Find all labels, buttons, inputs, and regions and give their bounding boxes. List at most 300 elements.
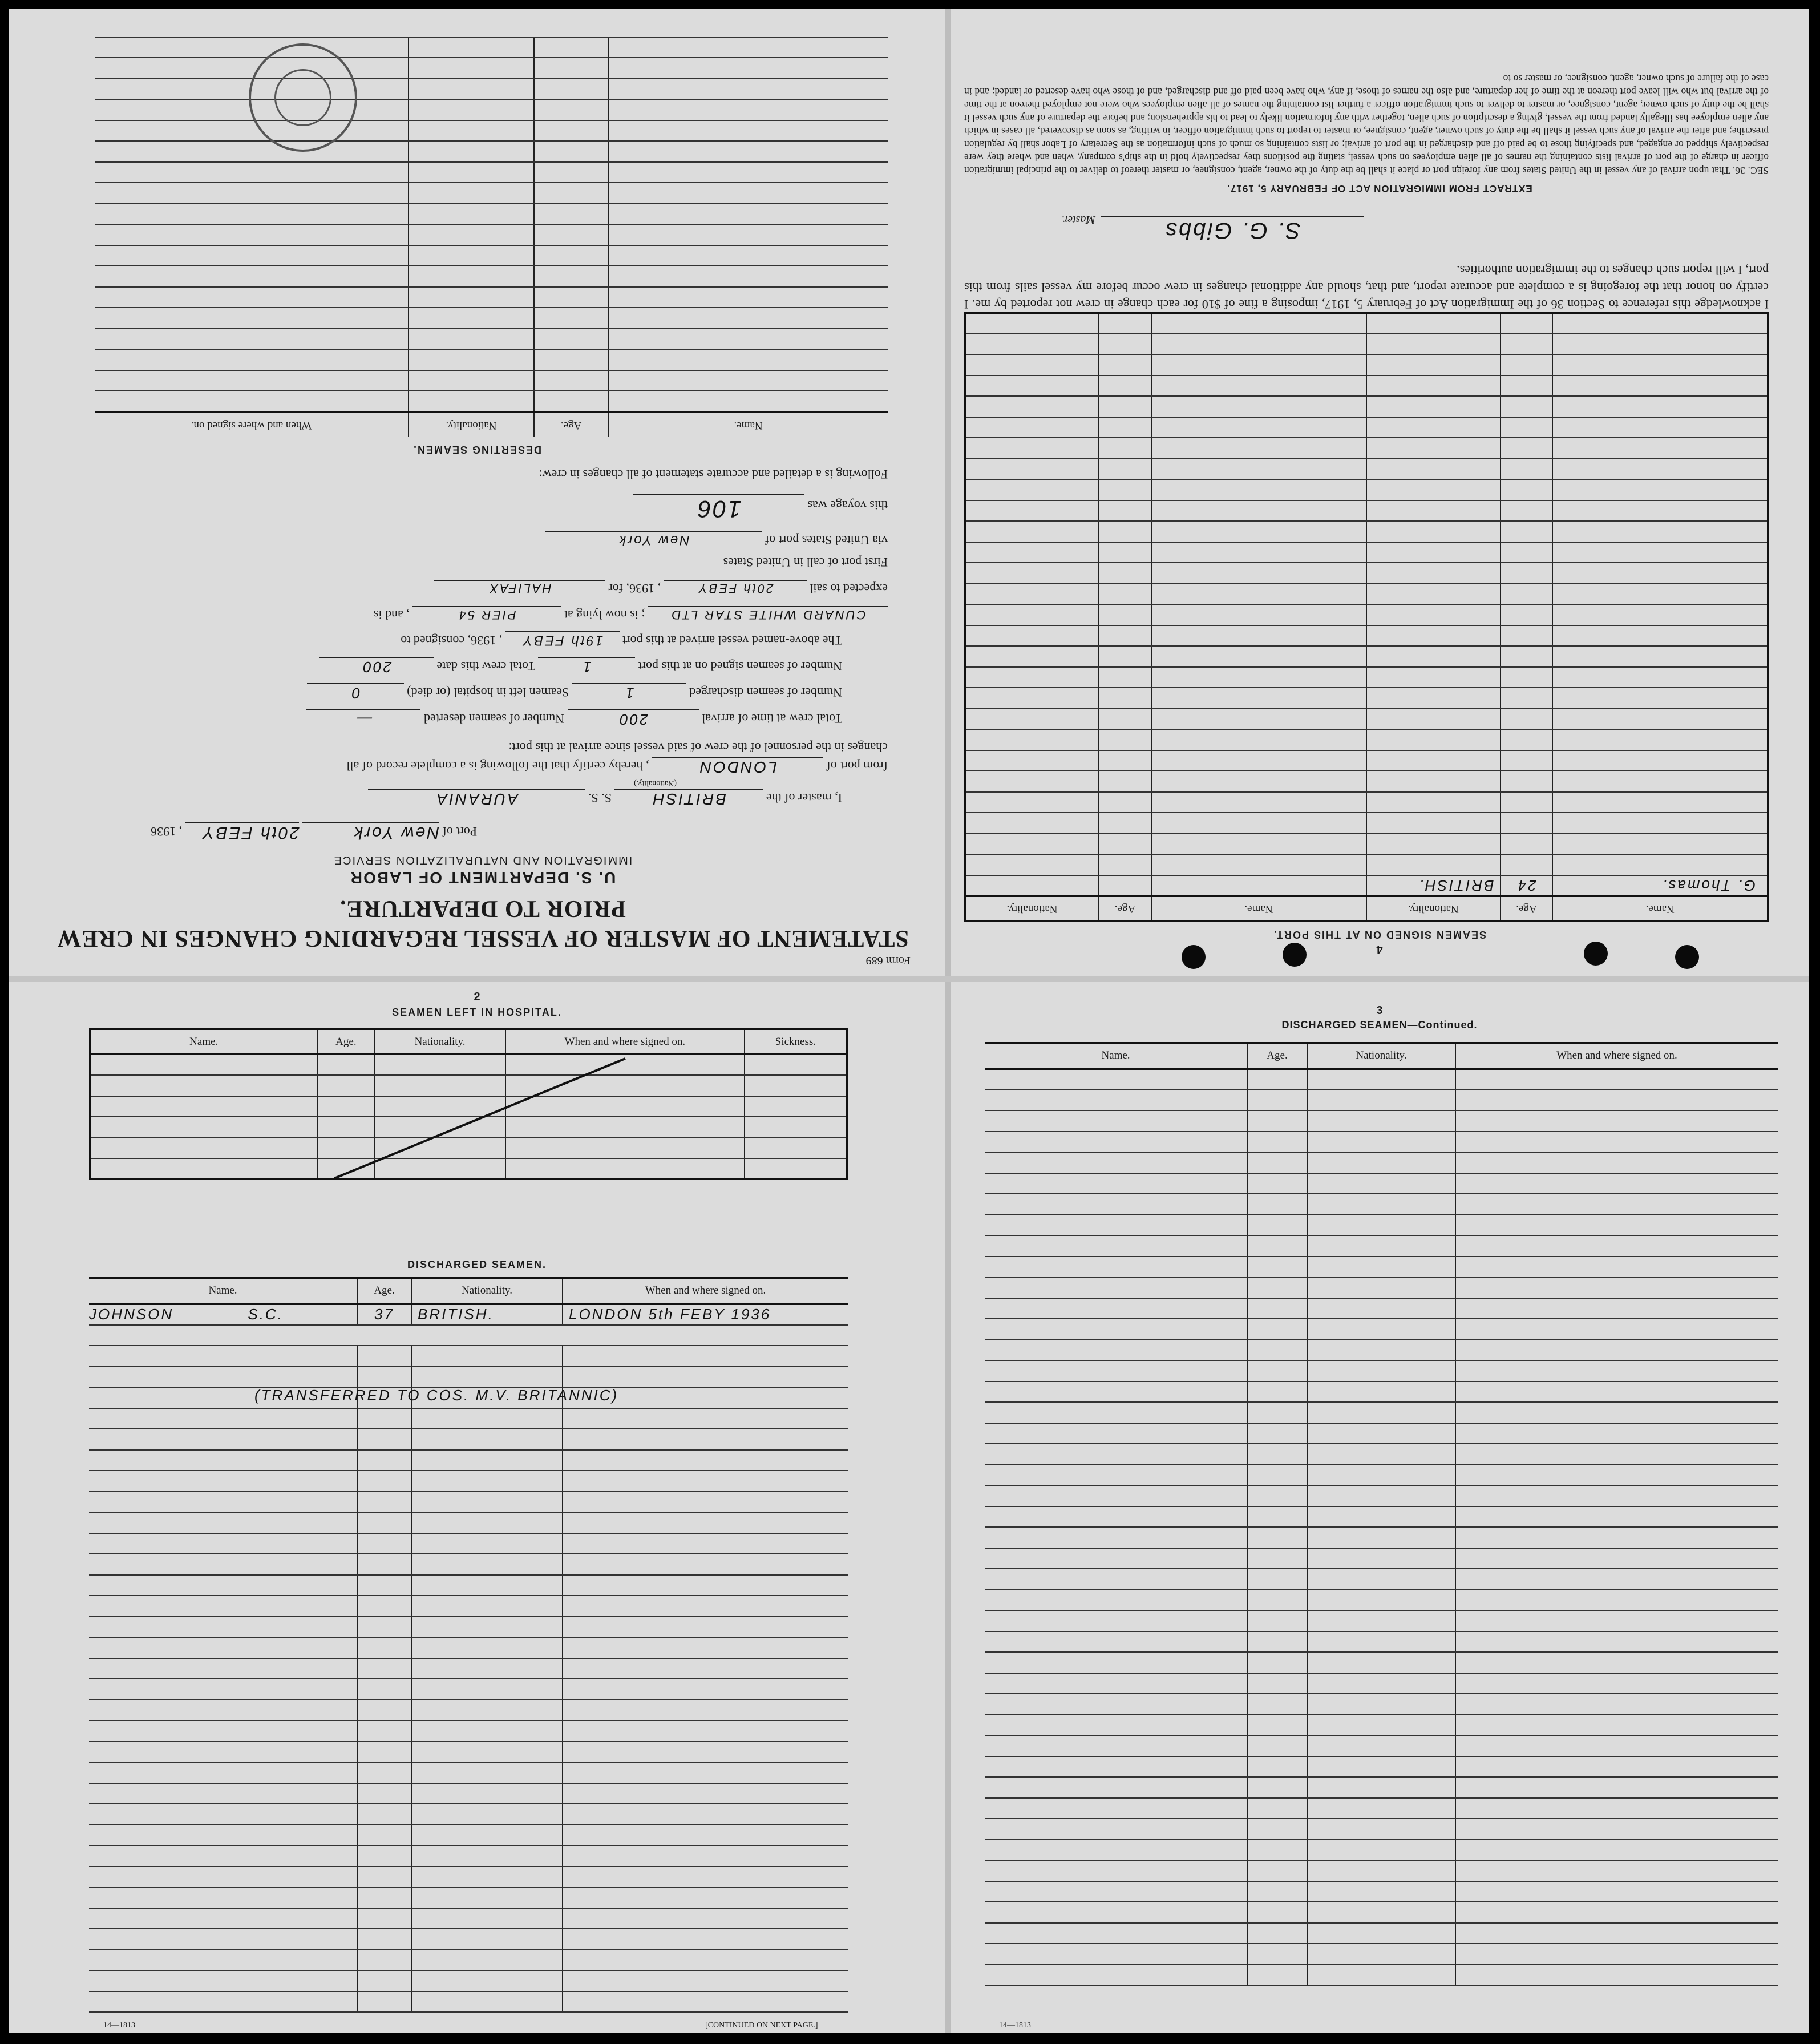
blank-cell [563, 1867, 848, 1888]
blank-cell [563, 1429, 848, 1450]
blank-cell [1366, 438, 1501, 459]
blank-cell [89, 1887, 357, 1908]
blank-cell [965, 584, 1099, 605]
blank-cell [1307, 1840, 1455, 1861]
blank-cell [89, 1867, 357, 1888]
blank-row [985, 1756, 1778, 1778]
blank-row [89, 1742, 848, 1763]
col-name: Name. [608, 412, 888, 437]
blank-cell [89, 1992, 357, 2013]
blank-cell [563, 1575, 848, 1596]
blank-cell [1455, 1610, 1778, 1631]
blank-cell [89, 1492, 357, 1513]
blank-cell [563, 1929, 848, 1950]
blank-cell [1552, 334, 1768, 355]
blank-row [985, 1819, 1778, 1840]
blank-cell [1455, 1673, 1778, 1694]
blank-row [89, 1512, 848, 1533]
blank-cell [985, 1360, 1247, 1381]
voyage-value: 106 [633, 494, 804, 523]
blank-cell [1455, 1777, 1778, 1798]
blank-row [985, 1194, 1778, 1215]
blank-cell [608, 204, 888, 225]
blank-cell [409, 100, 534, 121]
blank-cell [985, 1715, 1247, 1736]
blank-row [965, 792, 1768, 813]
blank-row [985, 1132, 1778, 1153]
blank-cell [1307, 1215, 1455, 1236]
blank-cell [409, 79, 534, 100]
blank-cell [95, 350, 409, 371]
blank-cell [357, 1658, 411, 1679]
blank-cell [1552, 750, 1768, 771]
blank-row [95, 308, 888, 329]
blank-row [985, 1631, 1778, 1653]
blank-cell [1552, 813, 1768, 834]
blank-cell [411, 1887, 563, 1908]
blank-cell [95, 162, 409, 183]
blank-cell [1247, 1881, 1307, 1902]
blank-row [985, 1881, 1778, 1902]
blank-cell [409, 204, 534, 225]
document-sheet [9, 9, 1809, 2033]
blank-cell [985, 1132, 1247, 1153]
blank-cell [1307, 1610, 1455, 1631]
blank-cell [1307, 1360, 1455, 1381]
blank-cell [1552, 584, 1768, 605]
discharged-note-row [89, 1325, 848, 1346]
blank-cell [411, 1783, 563, 1804]
blank-cell [1455, 1132, 1778, 1153]
blank-cell [411, 1408, 563, 1429]
blank-cell [534, 100, 608, 121]
blank-cell [965, 334, 1099, 355]
blank-cell [409, 225, 534, 246]
master-signature-line [1101, 216, 1364, 243]
hospital-title: SEAMEN LEFT IN HOSPITAL. [392, 1007, 562, 1018]
port-value: New York [302, 822, 439, 842]
blank-cell [985, 1485, 1247, 1506]
blank-cell [965, 522, 1099, 543]
blank-cell [563, 1970, 848, 1992]
blank-cell [1307, 1485, 1455, 1506]
blank-cell [95, 370, 409, 391]
blank-row [985, 1569, 1778, 1590]
blank-cell [985, 1860, 1247, 1881]
blank-cell [1501, 522, 1553, 543]
blank-cell [1099, 855, 1151, 876]
blank-cell [411, 1450, 563, 1471]
blank-cell [1099, 397, 1151, 418]
blank-cell [409, 162, 534, 183]
blank-cell [357, 1887, 411, 1908]
blank-cell [985, 1152, 1247, 1173]
blank-cell [411, 1492, 563, 1513]
blank-cell [1552, 771, 1768, 793]
blank-cell [357, 1533, 411, 1554]
blank-cell [1455, 1277, 1778, 1298]
blank-cell [1099, 625, 1151, 647]
form-subtitle: PRIOR TO DEPARTURE. [339, 895, 626, 922]
blank-row [965, 375, 1768, 397]
blank-cell [985, 1673, 1247, 1694]
blank-row [89, 1554, 848, 1575]
blank-cell [1501, 625, 1553, 647]
blank-cell [357, 1908, 411, 1929]
blank-cell [1307, 1652, 1455, 1673]
blank-row [965, 334, 1768, 355]
blank-cell [357, 1867, 411, 1888]
discharged-age: 37 [357, 1304, 411, 1325]
blank-cell [1099, 563, 1151, 584]
blank-cell [1307, 1257, 1455, 1278]
blank-cell [1099, 522, 1151, 543]
cover-page-quadrant [9, 9, 945, 979]
col-name-b: Name. [1151, 896, 1366, 922]
blank-cell [1455, 1110, 1778, 1132]
blank-cell [1307, 1381, 1455, 1403]
binding-hole [1182, 945, 1206, 969]
blank-cell [89, 1367, 357, 1388]
blank-cell [1151, 438, 1366, 459]
page-4-number: 4 [1376, 943, 1383, 955]
blank-cell [1455, 1631, 1778, 1653]
arrived-value: 19th FEBY [505, 631, 620, 648]
col-signed-on: When and where signed on. [563, 1279, 848, 1304]
extract-title: EXTRACT FROM IMMIGRATION ACT OF FEBRUARY 5, 1917. [1227, 183, 1532, 194]
discharged-value: 1 [572, 683, 686, 702]
port-date: 20th FEBY [185, 822, 300, 842]
blank-row [965, 438, 1768, 459]
blank-cell [985, 1110, 1247, 1132]
blank-cell [95, 308, 409, 329]
blank-cell [1099, 438, 1151, 459]
blank-cell [1247, 1840, 1307, 1861]
blank-cell [411, 1346, 563, 1367]
blank-cell [1307, 1465, 1455, 1486]
blank-cell [965, 355, 1099, 376]
blank-cell [89, 1845, 357, 1867]
blank-cell [1455, 1860, 1778, 1881]
blank-cell [1455, 1069, 1778, 1090]
blank-cell [1455, 1215, 1778, 1236]
blank-cell [411, 1367, 563, 1388]
extract-text: SEC. 36. That upon arrival of any vessel in the United States from any foreign port or place it shall be the duty of the owner, agent, consignee, or master thereof to deliver to the principal immigration officer in charge of the port of arrival lists containing the names of all alien employees on such vessel, stating the positions they respectively hold in the ship's company, when and where they were respectively shipped or engaged, and specifying those to be paid off and discharged in the port of arrival; or lists containing so much of such information as the Secretary of Labor shall by regulation prescribe; and after the arrival of any such vessel it shall be the duty of such owner, agent, consignee, or master to report to such immigration officer, in writing, as soon as discovered, all cases in which any alien employee has illegally landed from the vessel, giving a description of such alien, together with any information likely to lead to his apprehension; and before the departure of any such vessel it shall be the duty of such owner, agent, consignee, or master to deliver to such immigration officer a further list containing the names of all alien employees who were not employed thereon at the time of the arrival but who will leave port thereon at the time of her departure, and also the names of those, if any, who have been paid off and discharged, and of those who have deserted or landed; and in case of the failure of such owner, agent, consignee, or master so to [964, 73, 1769, 176]
hospital-value: 0 [307, 683, 404, 702]
blank-cell [1307, 1173, 1455, 1194]
blank-cell [1247, 1610, 1307, 1631]
discharged-name-cell [89, 1304, 357, 1325]
blank-cell [534, 329, 608, 350]
blank-cell [985, 1444, 1247, 1465]
blank-cell [1307, 1923, 1455, 1944]
blank-cell [357, 1720, 411, 1742]
blank-cell [965, 313, 1099, 334]
blank-cell [985, 1923, 1247, 1944]
discharged-initials: S.C. [248, 1306, 284, 1323]
blank-cell [985, 1194, 1247, 1215]
blank-cell [1307, 1340, 1455, 1361]
blank-cell [1552, 500, 1768, 522]
blank-cell [1247, 1923, 1307, 1944]
blank-cell [608, 266, 888, 288]
blank-cell [1455, 1090, 1778, 1111]
blank-row [985, 1715, 1778, 1736]
blank-cell [1366, 563, 1501, 584]
blank-cell [563, 1471, 848, 1492]
binding-hole [1675, 945, 1699, 969]
blank-row [985, 1652, 1778, 1673]
blank-cell [1455, 1194, 1778, 1215]
blank-cell [1099, 709, 1151, 730]
blank-cell [985, 1340, 1247, 1361]
blank-cell [1099, 355, 1151, 376]
blank-cell [357, 1367, 411, 1388]
blank-cell [985, 1944, 1247, 1965]
blank-cell [1455, 1756, 1778, 1778]
blank-cell [1552, 625, 1768, 647]
blank-cell [1307, 1319, 1455, 1340]
blank-cell [1247, 1090, 1307, 1111]
blank-cell [89, 1408, 357, 1429]
blank-cell [1307, 1798, 1455, 1819]
blank-row [985, 1257, 1778, 1278]
blank-cell [89, 1658, 357, 1679]
blank-cell [1247, 1402, 1307, 1423]
discharged-line: Number of seamen discharged 1 Seamen left in hospital (or died) 0 [307, 683, 842, 702]
blank-cell [1501, 563, 1553, 584]
blank-cell [411, 1970, 563, 1992]
blank-cell [1501, 542, 1553, 563]
blank-cell [608, 120, 888, 142]
blank-cell [534, 162, 608, 183]
blank-cell [1247, 1110, 1307, 1132]
ship-name: AURANIA [368, 789, 585, 808]
blank-cell [534, 245, 608, 266]
blank-cell [1099, 667, 1151, 688]
blank-cell [1307, 1506, 1455, 1528]
blank-cell [1552, 792, 1768, 813]
blank-row [985, 1277, 1778, 1298]
blank-row [985, 1340, 1778, 1361]
blank-cell [965, 500, 1099, 522]
from-port-line: from port of LONDON , hereby certify that the following is a complete record of all [346, 757, 888, 776]
blank-cell [608, 287, 888, 308]
blank-cell [1552, 647, 1768, 668]
blank-cell [411, 1867, 563, 1888]
blank-cell [534, 79, 608, 100]
blank-row [965, 688, 1768, 709]
blank-row [89, 1658, 848, 1679]
blank-row [95, 79, 888, 100]
blank-cell [965, 667, 1099, 688]
blank-cell [608, 391, 888, 413]
blank-cell [1307, 1819, 1455, 1840]
blank-row [985, 1235, 1778, 1257]
blank-cell [1307, 1194, 1455, 1215]
blank-cell [89, 1970, 357, 1992]
hospital-strike-line [89, 1028, 848, 1194]
blank-cell [1366, 667, 1501, 688]
blank-row [985, 1319, 1778, 1340]
blank-cell [1455, 1944, 1778, 1965]
blank-row [95, 225, 888, 246]
blank-cell [1247, 1215, 1307, 1236]
blank-row [95, 350, 888, 371]
blank-cell [357, 1512, 411, 1533]
blank-row [985, 1110, 1778, 1132]
blank-cell [1151, 834, 1366, 855]
blank-cell [608, 329, 888, 350]
blank-row [89, 1700, 848, 1721]
blank-row [985, 1173, 1778, 1194]
blank-cell [1099, 480, 1151, 501]
page-3-form-code: 14—1813 [999, 2021, 1031, 2030]
blank-cell [1099, 647, 1151, 668]
blank-cell [357, 1804, 411, 1825]
signed-on-line: Number of seamen signed on at this port 1 Total crew this date 200 [319, 657, 842, 676]
via-port-value: New York [545, 531, 762, 548]
blank-cell [985, 1069, 1247, 1090]
blank-row [985, 1360, 1778, 1381]
blank-cell [965, 709, 1099, 730]
blank-cell [985, 1381, 1247, 1403]
blank-cell [1455, 1590, 1778, 1611]
blank-cell [1552, 605, 1768, 626]
col-age-b: Age. [1099, 896, 1151, 922]
blank-cell [357, 1679, 411, 1700]
blank-cell [1366, 542, 1501, 563]
blank-cell [1366, 688, 1501, 709]
blank-cell [1455, 1381, 1778, 1403]
blank-cell [985, 1569, 1247, 1590]
blank-cell [1552, 542, 1768, 563]
blank-cell [608, 370, 888, 391]
consignee-line: CUNARD WHITE STAR LTD ; is now lying at PIER 54 , and is [374, 606, 888, 622]
blank-cell [1455, 1298, 1778, 1319]
blank-cell [563, 1992, 848, 2013]
blank-cell [1552, 375, 1768, 397]
blank-cell [357, 1637, 411, 1658]
blank-row [985, 1152, 1778, 1173]
blank-cell [357, 1450, 411, 1471]
blank-cell [965, 647, 1099, 668]
blank-cell [1151, 771, 1366, 793]
blank-cell [985, 1965, 1247, 1986]
blank-cell [1552, 834, 1768, 855]
blank-cell [563, 1367, 848, 1388]
blank-cell [1151, 813, 1366, 834]
horizontal-fold [9, 976, 1809, 982]
blank-cell [1247, 1298, 1307, 1319]
blank-cell [95, 204, 409, 225]
blank-cell [411, 1825, 563, 1846]
blank-row [95, 183, 888, 204]
blank-cell [1247, 1173, 1307, 1194]
blank-row [89, 1845, 848, 1867]
blank-cell [95, 225, 409, 246]
blank-cell [1455, 1465, 1778, 1486]
blank-row [985, 1694, 1778, 1715]
blank-cell [1247, 1777, 1307, 1798]
blank-cell [1099, 605, 1151, 626]
blank-cell [89, 1700, 357, 1721]
blank-cell [985, 1631, 1247, 1653]
blank-cell [1366, 834, 1501, 855]
blank-cell [1501, 855, 1553, 876]
blank-row [985, 1215, 1778, 1236]
blank-cell [534, 183, 608, 204]
blank-cell [1307, 1965, 1455, 1986]
blank-cell [563, 1595, 848, 1617]
blank-cell [1455, 1902, 1778, 1923]
blank-cell [411, 1512, 563, 1533]
blank-cell [985, 1735, 1247, 1756]
blank-cell [89, 1533, 357, 1554]
blank-cell [1099, 792, 1151, 813]
blank-cell [985, 1215, 1247, 1236]
blank-cell [357, 1762, 411, 1783]
blank-cell [563, 1742, 848, 1763]
blank-cell [1099, 375, 1151, 397]
blank-cell [1366, 355, 1501, 376]
blank-row [89, 1533, 848, 1554]
blank-row [985, 1840, 1778, 1861]
blank-row [985, 1548, 1778, 1569]
col-nationality: Nationality. [411, 1279, 563, 1304]
blank-cell [1501, 500, 1553, 522]
blank-cell [1151, 709, 1366, 730]
blank-cell [357, 1471, 411, 1492]
blank-cell [95, 391, 409, 413]
blank-cell [534, 308, 608, 329]
blank-cell [1247, 1257, 1307, 1278]
blank-cell [89, 1637, 357, 1658]
blank-cell [1501, 688, 1553, 709]
blank-cell [1501, 605, 1553, 626]
blank-cell [411, 1637, 563, 1658]
blank-row [95, 120, 888, 142]
blank-row [89, 1762, 848, 1783]
blank-cell [985, 1319, 1247, 1340]
blank-row [89, 1804, 848, 1825]
blank-cell [1151, 313, 1366, 334]
blank-cell [1151, 688, 1366, 709]
blank-row [95, 204, 888, 225]
blank-cell [1151, 480, 1366, 501]
blank-cell [1247, 1569, 1307, 1590]
blank-cell [1455, 1152, 1778, 1173]
blank-cell [985, 1090, 1247, 1111]
blank-cell [1366, 855, 1501, 876]
blank-cell [357, 1492, 411, 1513]
blank-cell [1247, 1944, 1307, 1965]
blank-cell [985, 1548, 1247, 1569]
blank-cell [965, 834, 1099, 855]
blank-cell [1501, 417, 1553, 438]
blank-row [985, 1444, 1778, 1465]
blank-cell [985, 1902, 1247, 1923]
blank-cell [411, 1533, 563, 1554]
blank-cell [409, 308, 534, 329]
blank-cell [1247, 1319, 1307, 1340]
col-signed-on: When and where signed on. [95, 412, 409, 437]
blank-cell [534, 287, 608, 308]
blank-cell [409, 120, 534, 142]
blank-cell [1307, 1152, 1455, 1173]
blank-cell [411, 1429, 563, 1450]
master-label: Master. [1061, 213, 1095, 226]
